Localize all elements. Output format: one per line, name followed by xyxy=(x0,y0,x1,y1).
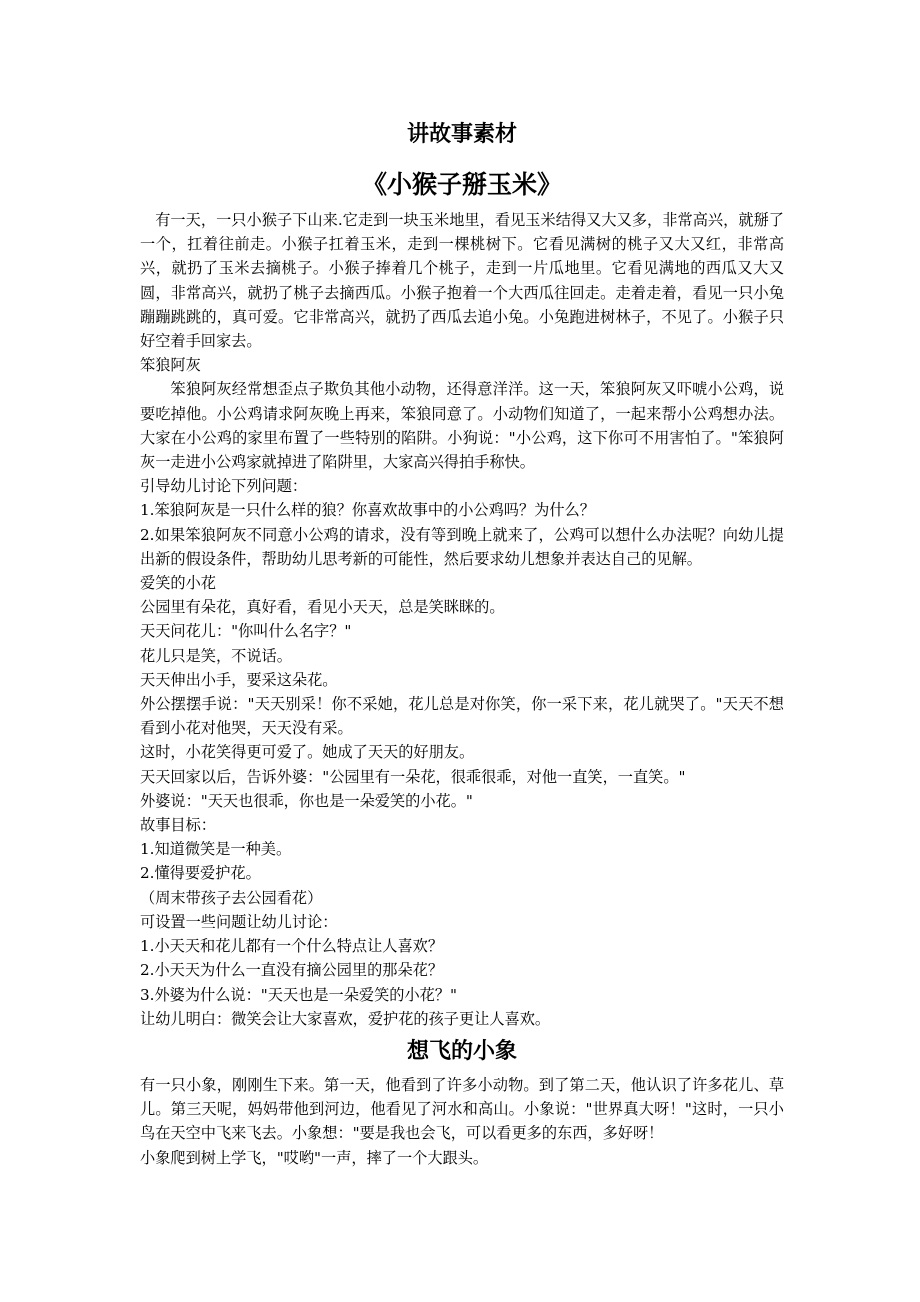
story-paragraph: 笨狼阿灰经常想歪点子欺负其他小动物，还得意洋洋。这一天，笨狼阿灰又吓唬小公鸡，说要吃掉他。小公鸡请求阿灰晚上再来，笨狼同意了。小动物们知道了，一起来帮小公鸡想办法。大家在小公鸡的家里布置了一些特别的陷阱。小狗说："小公鸡，这下你可不用害怕了。"笨狼阿灰一走进小公鸡家就掉进了陷阱里，大家高兴得拍手称快。 xyxy=(140,380,784,472)
story-line: （周末带孩子去公园看花） xyxy=(140,888,323,907)
story-line: 天天回家以后，告诉外婆："公园里有一朵花，很乖很乖，对他一直笑，一直笑。" xyxy=(140,767,686,786)
story-line: 外公摆摆手说："天天别采！你不采她，花儿总是对你笑，你一采下来，花儿就哭了。"天天不想看到小花对他哭，天天没有采。 xyxy=(140,695,784,738)
document-body-2 xyxy=(140,1073,784,1170)
story-line: 天天问花儿："你叫什么名字？" xyxy=(140,622,352,641)
discussion-line: 1.笨狼阿灰是一只什么样的狼？你喜欢故事中的小公鸡吗？为什么？ xyxy=(140,501,595,520)
story-paragraph: 有一天，一只小猴子下山来.它走到一块玉米地里，看见玉米结得又大又多，非常高兴，就掰了一个，扛着往前走。小猴子扛着玉米，走到一棵桃树下。它看见满树的桃子又大又红，非常高兴，就扔了玉米去摘桃子。小猴子捧着几个桃子，走到一片瓜地里。它看见满地的西瓜又大又圆，非常高兴，就扔了桃子去摘西瓜。小猴子抱着一个大西瓜往回走。走着走着，看见一只小兔蹦蹦跳跳的，真可爱。它非常高兴，就扔了西瓜去追小兔。小兔跑进树林子，不见了。小猴子只好空着手回家去。 xyxy=(140,211,784,351)
document-body xyxy=(140,208,784,1031)
story-line: 3.外婆为什么说："天天也是一朵爱笑的小花？" xyxy=(140,985,458,1004)
discussion-line: 引导幼儿讨论下列问题： xyxy=(140,477,308,496)
story-line: 2.小天天为什么一直没有摘公园里的那朵花？ xyxy=(140,961,444,980)
story-line: 故事目标： xyxy=(140,816,216,835)
story-line: 这时，小花笑得更可爱了。她成了天天的好朋友。 xyxy=(140,743,475,762)
story-paragraph: 有一只小象，刚刚生下来。第一天，他看到了许多小动物。到了第二天，他认识了许多花儿、草儿。第三天呢，妈妈带他到河边，他看见了河水和高山。小象说："世界真大呀！"这时，一只小鸟在天空中飞来飞去。小象想："要是我也会飞，可以看更多的东西，多好呀！ xyxy=(140,1076,784,1143)
story-line: 公园里有朵花，真好看，看见小天天，总是笑眯眯的。 xyxy=(140,598,505,617)
story-line: 小象爬到树上学飞，"哎哟"一声，摔了一个大跟头。 xyxy=(140,1148,489,1167)
discussion-line: 2.如果笨狼阿灰不同意小公鸡的请求，没有等到晚上就来了，公鸡可以想什么办法呢？向幼儿提出新的假设条件，帮助幼儿思考新的可能性，然后要求幼儿想象并表达自己的见解。 xyxy=(140,525,784,568)
story-line: 花儿只是笑，不说话。 xyxy=(140,646,292,665)
story-subtitle: 爱笑的小花 xyxy=(140,574,216,593)
document-title: 讲故事素材 xyxy=(406,122,517,147)
story-title-monkey: 《小猴子掰玉米》 xyxy=(361,170,562,199)
story-title-elephant: 想飞的小象 xyxy=(406,1039,517,1064)
story-line: 让幼儿明白：微笑会让大家喜欢，爱护花的孩子更让人喜欢。 xyxy=(140,1009,551,1028)
story-line: 1.小天天和花儿都有一个什么特点让人喜欢？ xyxy=(140,937,444,956)
story-line: 天天伸出小手，要采这朵花。 xyxy=(140,670,338,689)
story-line: 可设置一些问题让幼儿讨论： xyxy=(140,912,338,931)
story-line: 2.懂得要爱护花。 xyxy=(140,864,261,883)
story-line: 外婆说："天天也很乖，你也是一朵爱笑的小花。" xyxy=(140,791,473,810)
story-line: 1.知道微笑是一种美。 xyxy=(140,840,292,859)
story-subtitle: 笨狼阿灰 xyxy=(140,356,201,375)
